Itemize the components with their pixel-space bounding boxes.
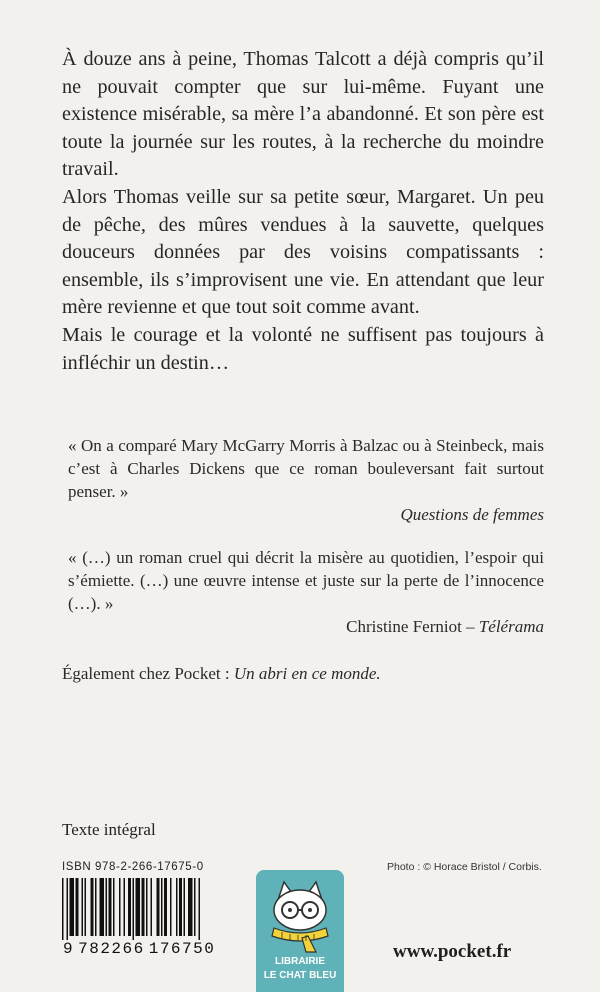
book-blurb <box>62 46 544 377</box>
barcode-digits <box>62 940 240 958</box>
barcode-bar <box>128 878 131 936</box>
quote-text: « On a comparé Mary McGarry Morris à Balzac ou à Steinbeck, mais c’est à Charles Dickens que ce roman bouleversant fait surtout penser. » <box>68 436 544 501</box>
barcode-bar <box>146 878 148 936</box>
sticker-line2: LE CHAT BLEU <box>263 970 337 981</box>
bookstore-sticker <box>256 870 344 992</box>
barcode-digit-group: 176750 <box>148 940 216 958</box>
barcode-bar <box>119 878 121 936</box>
barcode-bar <box>164 878 167 936</box>
quote-author: Christine Ferniot – <box>346 617 475 636</box>
quote-text: « (…) un roman cruel qui décrit la misère au quotidien, l’espoir qui s’émiette. (…) une œuvre intense et juste sur la perte de l’innocence (…). » <box>68 548 544 613</box>
barcode-bars <box>62 878 238 940</box>
isbn-number: ISBN 978-2-266-17675-0 <box>62 861 204 873</box>
barcode-digit-group: 9 <box>63 940 75 958</box>
barcode-bar <box>113 878 115 936</box>
barcode-bar <box>157 878 160 936</box>
also-available <box>62 664 381 684</box>
also-title: Un abri en ce monde. <box>233 664 381 683</box>
barcode-bar <box>142 878 145 936</box>
barcode-bar <box>194 878 196 936</box>
blurb-paragraph: À douze ans à peine, Thomas Talcott a déjà compris qu’il ne pouvait compter que sur lui-même. Fuyant une existence misérable, sa mère l’a abandonné. Et son père est toute la journée sur les routes, à la recherche du moindre travail. <box>62 48 544 181</box>
barcode-bar <box>100 878 105 936</box>
barcode-bar <box>161 878 163 936</box>
cat-with-glasses-icon <box>256 870 344 954</box>
quote-attribution <box>68 503 544 526</box>
barcode-bar <box>124 878 126 936</box>
barcode-digit-group: 782266 <box>78 940 145 958</box>
barcode-bar <box>95 878 97 936</box>
publisher-website: www.pocket.fr <box>393 941 512 962</box>
barcode-bar <box>151 878 153 936</box>
barcode-bar <box>82 878 84 936</box>
press-quote <box>68 434 544 526</box>
barcode-bar <box>91 878 94 936</box>
blurb-paragraph: Mais le courage et la volonté ne suffisent pas toujours à infléchir un destin… <box>62 323 544 374</box>
press-quote <box>68 546 544 638</box>
barcode-bar <box>106 878 108 936</box>
sticker-line1: LIBRAIRIE <box>275 956 325 967</box>
barcode-bar <box>62 878 64 940</box>
barcode <box>62 878 238 980</box>
barcode-bar <box>109 878 112 936</box>
barcode-bar <box>133 878 135 940</box>
barcode-bar <box>67 878 69 940</box>
barcode-bar <box>199 878 201 940</box>
barcode-bar <box>70 878 75 936</box>
barcode-bar <box>85 878 87 936</box>
quote-source: Questions de femmes <box>400 505 544 524</box>
barcode-bar <box>184 878 186 936</box>
barcode-bar <box>188 878 193 936</box>
blurb-paragraph: Alors Thomas veille sur sa petite sœur, Margaret. Un peu de pêche, des mûres vendues à la sauvette, quelques douceurs données par des voisins compatissants : ensemble, ils s’improvisent une vie. En attendant que leur mère revienne et que tout soit comme avant. <box>62 185 544 319</box>
barcode-bar <box>176 878 178 936</box>
quote-attribution <box>68 615 544 638</box>
edition-label: Texte intégral <box>62 820 156 839</box>
barcode-bar <box>136 878 141 936</box>
barcode-bar <box>76 878 79 936</box>
barcode-bar <box>179 878 182 936</box>
photo-credit: Photo : © Horace Bristol / Corbis. <box>387 861 542 873</box>
also-prefix: Également chez Pocket : <box>62 664 230 683</box>
barcode-bar <box>170 878 172 936</box>
quote-source: Télérama <box>478 617 544 636</box>
